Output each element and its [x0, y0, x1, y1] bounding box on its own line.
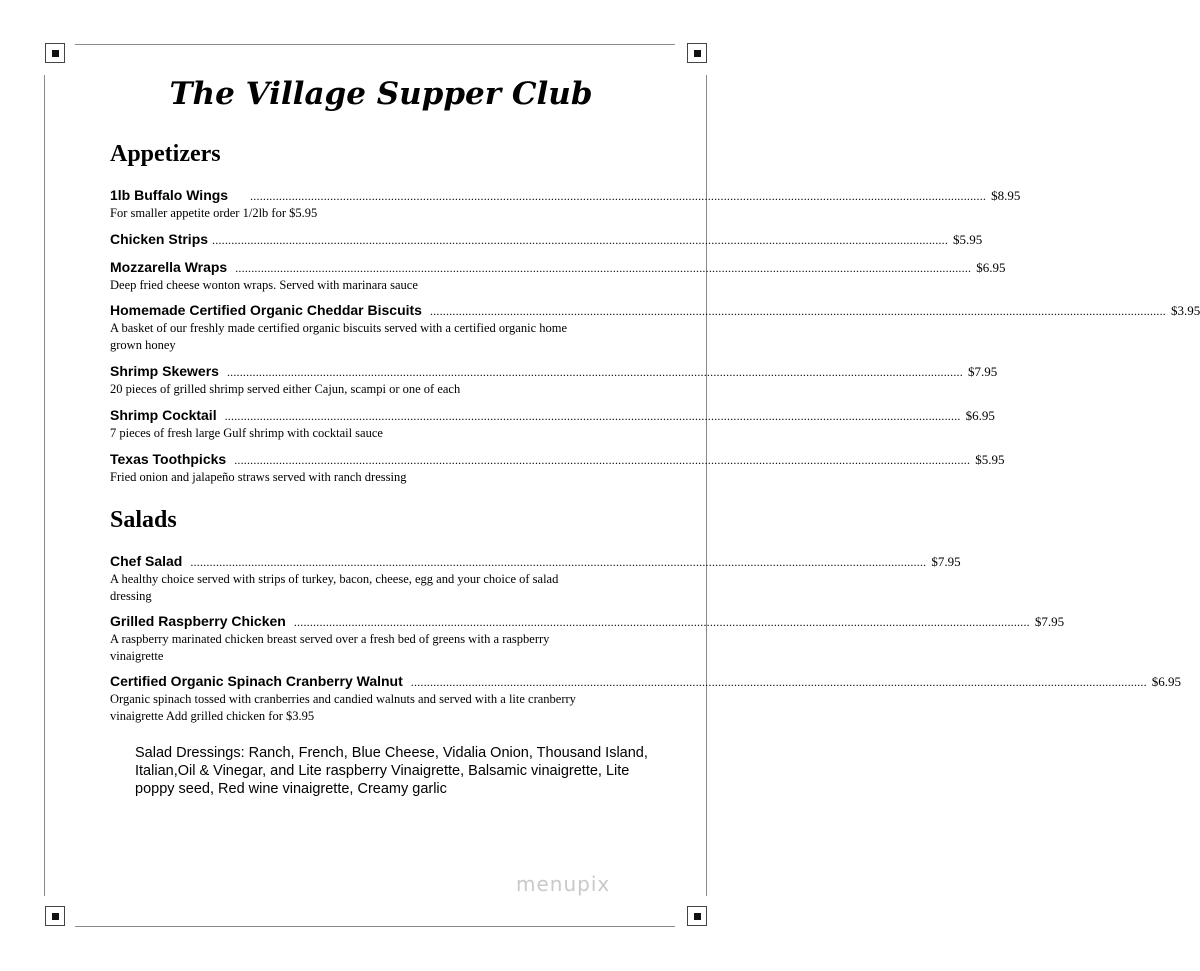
item-description: A basket of our freshly made certified organic biscuits served with a certified organic home grown honey [110, 321, 568, 352]
dot-leader: ...................................................................................................................................................................................................................................... [234, 453, 971, 467]
item-name: Chicken Strips [110, 231, 209, 247]
salad-dressings-note: Salad Dressings: Ranch, French, Blue Cheese, Vidalia Onion, Thousand Island, Italian,Oil & Vinegar, and Lite raspberry Vinaigrette, Balsamic vinaigrette, Lite poppy seed, Red wine vinaigrette, Creamy garlic [135, 745, 648, 797]
frame-bottom-line [75, 926, 675, 927]
dot-leader: ...................................................................................................................................................................................................................................... [293, 615, 1030, 629]
item-name: Certified Organic Spinach Cranberry Walnut [110, 673, 403, 689]
menu-item [110, 231, 983, 248]
item-description: Organic spinach tossed with cranberries and candied walnuts and served with a lite cranberry vinaigrette Add grilled chicken for $3.95 [110, 692, 576, 723]
menu-item [110, 613, 1065, 665]
item-price: $6.95 [976, 260, 1006, 275]
dot-leader: ...................................................................................................................................................................................................................................... [235, 261, 972, 275]
item-price: $7.95 [1034, 614, 1065, 629]
item-name: Chef Salad [110, 553, 183, 569]
dot-leader: ...................................................................................................................................................................................................................................... [226, 365, 963, 379]
menupix-watermark: menupix [516, 872, 611, 896]
item-name: Grilled Raspberry Chicken [110, 613, 286, 629]
item-price: $6.95 [1151, 674, 1182, 689]
menu-item [110, 407, 995, 442]
menu-title: The Village Supper Club [169, 76, 593, 112]
menu-item [110, 259, 1006, 294]
item-name: Texas Toothpicks [110, 451, 227, 467]
item-price: $5.95 [975, 452, 1005, 467]
corner-square-top-left [45, 43, 65, 63]
section-heading-appetizers: Appetizers [110, 141, 221, 167]
menu-item [110, 187, 1021, 222]
item-description: A healthy choice served with strips of turkey, bacon, cheese, egg and your choice of salad dressing [110, 572, 559, 603]
item-name: Mozzarella Wraps [110, 259, 228, 275]
item-description: 7 pieces of fresh large Gulf shrimp with cocktail sauce [110, 426, 383, 440]
dot-leader: ...................................................................................................................................................................................................................................... [224, 409, 961, 423]
corner-square-bottom-left [45, 906, 65, 926]
item-name: 1lb Buffalo Wings [110, 187, 229, 203]
item-price: $8.95 [991, 188, 1021, 203]
item-description: Fried onion and jalapeño straws served with ranch dressing [110, 470, 407, 484]
item-price: $3.95 [1170, 303, 1200, 318]
item-name: Homemade Certified Organic Cheddar Biscuits [110, 302, 422, 318]
dot-leader: ...................................................................................................................................................................................................................................... [429, 304, 1166, 318]
item-description: For smaller appetite order 1/2lb for $5.95 [110, 206, 318, 220]
item-price: $5.95 [953, 232, 983, 247]
menu-item [110, 553, 961, 605]
menu-item [110, 363, 998, 398]
menu-item [110, 302, 1200, 354]
item-price: $6.95 [965, 408, 995, 423]
corner-square-top-right [687, 43, 707, 63]
menu-item [110, 673, 1182, 725]
dot-leader: ...................................................................................................................................................................................................................................... [410, 675, 1147, 689]
frame-top-line [75, 44, 675, 45]
item-description: Deep fried cheese wonton wraps. Served with marinara sauce [110, 278, 418, 292]
item-name: Shrimp Cocktail [110, 407, 217, 423]
dot-leader: ...................................................................................................................................................................................................................................... [190, 555, 927, 569]
frame-left-line [44, 75, 45, 896]
item-description: A raspberry marinated chicken breast served over a fresh bed of greens with a raspberry vinaigrette [110, 632, 550, 663]
menu-item [110, 451, 1005, 486]
dot-leader: ...................................................................................................................................................................................................................................... [212, 233, 949, 247]
dot-leader: ...................................................................................................................................................................................................................................... [250, 189, 987, 203]
item-description: 20 pieces of grilled shrimp served either Cajun, scampi or one of each [110, 382, 461, 396]
item-price: $7.95 [967, 364, 998, 379]
item-name: Shrimp Skewers [110, 363, 219, 379]
corner-square-bottom-right [687, 906, 707, 926]
item-price: $7.95 [931, 554, 961, 569]
section-heading-salads: Salads [110, 507, 177, 533]
